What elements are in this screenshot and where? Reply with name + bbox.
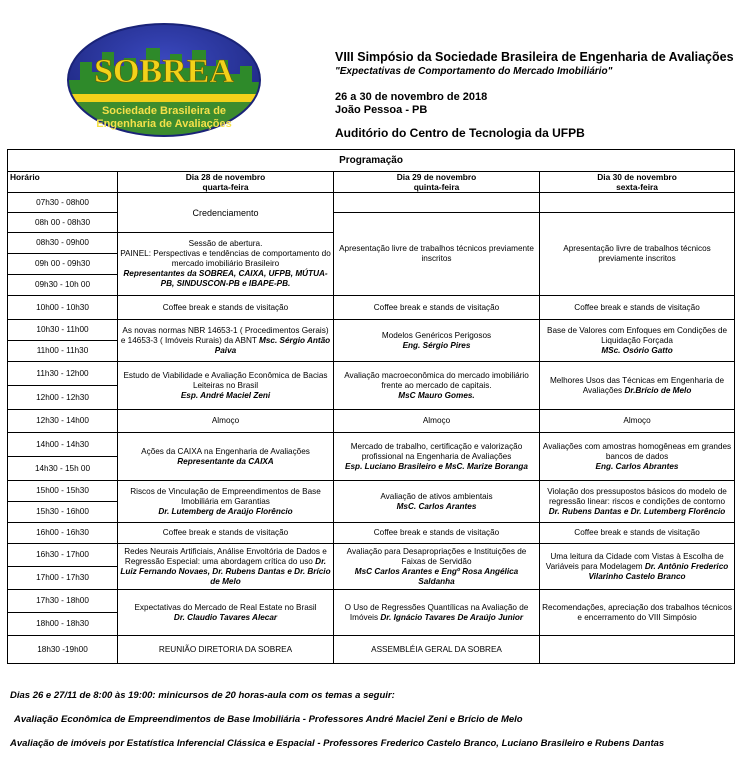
time-slot: 12h00 - 12h30 xyxy=(8,386,118,410)
day2-coffee: Coffee break e stands de visitação xyxy=(334,523,540,544)
day2-session-3: Avaliação macroeconômica do mercado imobiliário frente ao mercado de capitais. MsC Mauro Gomes. xyxy=(334,362,540,410)
day2-coffee: Coffee break e stands de visitação xyxy=(334,296,540,320)
day2-session-2: Modelos Genéricos Perigosos Eng. Sérgio Pires xyxy=(334,320,540,362)
day3-session-6: Uma leitura da Cidade com Vistas à Escolha de Variáveis para Modelagem Dr. Antônio Frederico Vilarinho Castelo Branco xyxy=(540,544,735,590)
time-slot: 08h30 - 09h00 xyxy=(8,233,118,254)
time-slot: 15h00 - 15h30 xyxy=(8,481,118,502)
day2-free-presentations: Apresentação livre de trabalhos técnicos previamente inscritos xyxy=(334,213,540,296)
time-slot: 17h00 - 17h30 xyxy=(8,567,118,590)
time-slot: 11h30 - 12h00 xyxy=(8,362,118,386)
time-slot: 18h00 - 18h30 xyxy=(8,613,118,636)
time-slot: 08h 00 - 08h30 xyxy=(8,213,118,233)
day1-coffee: Coffee break e stands de visitação xyxy=(118,296,334,320)
time-slot: 10h00 - 10h30 xyxy=(8,296,118,320)
day2-empty xyxy=(334,193,540,213)
day1-coffee: Coffee break e stands de visitação xyxy=(118,523,334,544)
time-slot: 16h00 - 16h30 xyxy=(8,523,118,544)
schedule-title: Programação xyxy=(8,150,735,172)
day2-lunch: Almoço xyxy=(334,410,540,433)
day1-session-4: Ações da CAIXA na Engenharia de Avaliações Representante da CAIXA xyxy=(118,433,334,481)
day3-free-presentations: Apresentação livre de trabalhos técnicos previamente inscritos xyxy=(540,213,735,296)
day2-session-4: Mercado de trabalho, certificação e valorização profissional na Engenharia de Avaliações Esp. Luciano Brasileiro e MsC. Marize Boranga xyxy=(334,433,540,481)
day2-session-8: ASSEMBLÉIA GERAL DA SOBREA xyxy=(334,636,540,664)
day3-session-7: Recomendações, apreciação dos trabalhos técnicos e encerramento do VIII Simpósio xyxy=(540,590,735,636)
time-slot: 09h 00 - 09h30 xyxy=(8,254,118,275)
time-slot: 07h30 - 08h00 xyxy=(8,193,118,213)
time-slot: 12h30 - 14h00 xyxy=(8,410,118,433)
day2-session-5: Avaliação de ativos ambientais MsC. Carlos Arantes xyxy=(334,481,540,523)
footer-line-3: Avaliação de imóveis por Estatística Inferencial Clássica e Espacial - Professores Frederico Castelo Branco, Luciano Brasileiro e Rubens Dantas xyxy=(10,738,665,749)
time-slot: 14h00 - 14h30 xyxy=(8,433,118,457)
day1-session-7: Expectativas do Mercado de Real Estate no Brasil Dr. Claudio Tavares Alecar xyxy=(118,590,334,636)
day3-session-2: Base de Valores com Enfoques em Condições de Liquidação Forçada MSc. Osório Gatto xyxy=(540,320,735,362)
day1-session-2: As novas normas NBR 14653-1 ( Procedimentos Gerais) e 14653-3 ( Imóveis Rurais) da ABNT Msc. Sérgio Antão Paiva xyxy=(118,320,334,362)
event-subtitle: "Expectativas de Comportamento do Mercado Imobiliário" xyxy=(335,66,613,77)
event-venue: Auditório do Centro de Tecnologia da UFPB xyxy=(335,126,585,140)
time-slot: 15h30 - 16h00 xyxy=(8,502,118,523)
time-slot: 14h30 - 15h 00 xyxy=(8,457,118,481)
day1-opening-panel: Sessão de abertura. PAINEL: Perspectivas e tendências de comportamento do mercado imobiliário Brasileiro Representantes da SOBREA, CAIXA, UFPB, MÚTUA-PB, SINDUSCON-PB e IBAPE-PB. xyxy=(118,233,334,296)
time-slot: 16h30 - 17h00 xyxy=(8,544,118,567)
day1-session-3: Estudo de Viabilidade e Avaliação Econômica de Bacias Leiteiras no Brasil Esp. André Maciel Zeni xyxy=(118,362,334,410)
day1-credenciamento: Credenciamento xyxy=(118,193,334,233)
time-header: Horário xyxy=(8,172,118,193)
event-city: João Pessoa - PB xyxy=(335,104,428,116)
day3-empty xyxy=(540,193,735,213)
footer-line-2: Avaliação Econômica de Empreendimentos de Base Imobiliária - Professores André Maciel Zeni e Brício de Melo xyxy=(14,714,523,725)
event-dates: 26 a 30 de novembro de 2018 xyxy=(335,91,488,103)
time-slot: 18h30 -19h00 xyxy=(8,636,118,664)
day3-session-4: Avaliações com amostras homogêneas em grandes bancos de dados Eng. Carlos Abrantes xyxy=(540,433,735,481)
event-title: VIII Simpósio da Sociedade Brasileira de Engenharia de Avaliações xyxy=(335,50,734,64)
day3-header: Dia 30 de novembro sexta-feira xyxy=(540,172,735,193)
svg-text:SOBREA: SOBREA xyxy=(94,53,234,90)
time-slot: 17h30 - 18h00 xyxy=(8,590,118,613)
time-slot: 09h30 - 10h 00 xyxy=(8,275,118,296)
day1-session-5: Riscos de Vinculação de Empreendimentos de Base Imobiliária em Garantias Dr. Lutemberg de Araújo Florêncio xyxy=(118,481,334,523)
day1-session-8: REUNIÃO DIRETORIA DA SOBREA xyxy=(118,636,334,664)
day1-lunch: Almoço xyxy=(118,410,334,433)
day1-header: Dia 28 de novembro quarta-feira xyxy=(118,172,334,193)
day3-session-5: Violação dos pressupostos básicos do modelo de regressão linear: riscos e condições de contorno Dr. Rubens Dantas e Dr. Lutemberg Florêncio xyxy=(540,481,735,523)
event-header xyxy=(335,50,735,140)
day2-session-6: Avaliação para Desapropriações e Instituições de Faixas de Servidão MsC Carlos Arantes e Engº Rosa Angélica Saldanha xyxy=(334,544,540,590)
footer-line-1: Dias 26 e 27/11 de 8:00 às 19:00: minicursos de 20 horas-aula com os temas a seguir: xyxy=(10,690,395,701)
time-slot: 11h00 - 11h30 xyxy=(8,341,118,362)
day3-coffee: Coffee break e stands de visitação xyxy=(540,296,735,320)
day3-lunch: Almoço xyxy=(540,410,735,433)
svg-text:Engenharia de Avaliações: Engenharia de Avaliações xyxy=(96,118,232,130)
day2-header: Dia 29 de novembro quinta-feira xyxy=(334,172,540,193)
time-slot: 10h30 - 11h00 xyxy=(8,320,118,341)
sobrea-logo xyxy=(66,22,262,138)
svg-text:Sociedade Brasileira de: Sociedade Brasileira de xyxy=(101,105,227,117)
minicourses-footer xyxy=(10,690,740,749)
day1-session-6: Redes Neurais Artificiais, Análise Envoltória de Dados e Regressão Especial: uma abordagem crítica do uso Dr. Luiz Fernando Novaes, Dr. Rubens Dantas e Dr. Brício de Melo xyxy=(118,544,334,590)
day2-session-7: O Uso de Regressões Quantílicas na Avaliação de Imóveis Dr. Ignácio Tavares De Araújo Junior xyxy=(334,590,540,636)
day3-session-3: Melhores Usos das Técnicas em Engenharia de Avaliações Dr.Brício de Melo xyxy=(540,362,735,410)
schedule-table xyxy=(7,149,735,664)
day3-empty xyxy=(540,636,735,664)
day3-coffee: Coffee break e stands de visitação xyxy=(540,523,735,544)
